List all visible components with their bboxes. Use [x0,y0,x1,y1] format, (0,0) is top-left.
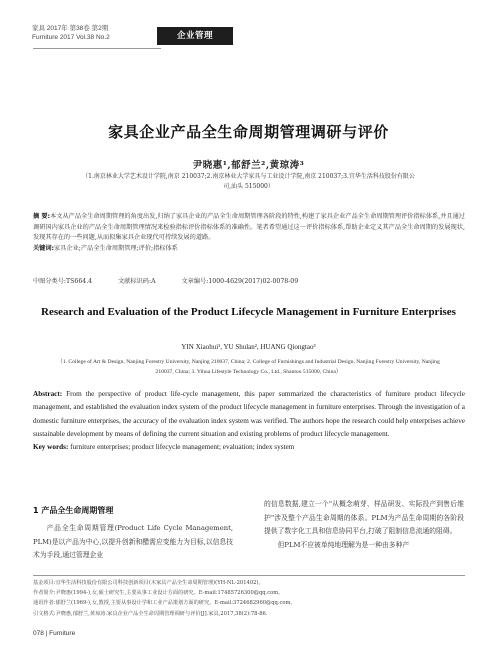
affiliation-cn: （1.南京林业大学艺术设计学院,南京 210037;2.南京林业大学家具与工业设计学院,南京 210037;3.宜华生活科技股份有限公司,汕头 515000） [82,173,415,190]
journal-header-cn: 家具 2017年 第38卷 第2期 [32,25,109,32]
classification-line [33,276,465,285]
affiliation-en: （1. College of Art & Design, Nanjing Forestry University, Nanjing 210037, China; 2. College of Furnishings and Industrial Design, Nanjing Forestry University, Nanjing 210037, China; 3. Yihua Lifestyle Technology Co., Ltd., Shantou 515000, China） [57,359,440,375]
authors-en: YIN Xiaohui¹, YU Shulan², HUANG Qiongtao³ [181,343,316,351]
page-footer: 078 | Furniture [33,630,76,637]
footnote-citation: 引文格式:尹晓惠,郁舒兰,黄琼涛.家具企业产品全生命周期管理调研与评价[J].家具,2017,38(2):78-86. [33,610,268,617]
paper-title-cn: 家具企业产品全生命周期管理调研与评价 [108,123,389,141]
page-number: 078 [33,630,44,637]
clc-number: 中图分类号:TS664.4 [33,278,93,285]
abstract-en-label: Abstract: [33,390,63,398]
keywords-cn-text: 家具企业;产品全生命周期管理;评价;指标体系 [54,244,178,252]
section-heading: 1 产品全生命周期管理 [33,506,114,515]
keywords-en-label: Key words: [33,443,69,452]
footnotes [33,578,465,619]
paper-title-en: Research and Evaluation of the Product Lifecycle Management in Furniture Enterprises [41,306,456,318]
body-right-column [264,498,464,552]
footnote-corresponding: 通讯作者:郁舒兰(1969-),女,教授,主要从事设计学和工业产品策划方面的研究。E-mail:3724682960@qq.com。 [33,600,296,607]
authors-cn: 尹晓惠¹,郁舒兰²,黄琼涛³ [192,160,305,171]
keywords-cn-label: 关键词: [33,244,55,252]
keywords-en-text: furniture enterprises; product lifecycle management; evaluation; index system [70,443,295,452]
abstract-en-text: From the perspective of product life-cycle management, this paper summarized the characteristics of furniture product lifecycle management, and established the evaluation index system of the product lifecycle management in furniture enterprises. Through the investigation of a domestic furniture enterprises, the accuracy of the evaluation index system was verified. The authors hope the research could help enterprises achieve sustainable development by means of defining the current situation and existing problems of product lifecycle management. [33,390,465,438]
footnote-author: 作者简介:尹晓惠(1994-),女,硕士研究生,主要从事工业设计方面的研究。E-mail:174857263​00@qq.com。 [33,590,284,597]
abstract-cn-label: 摘 要: [33,213,51,220]
abstract-cn [33,212,465,254]
section-tag: 企业管理 [157,27,233,45]
footnote-funding: 基金项目:宜华生活科技股份有限公司科技创新项目(木家具产品全生命周期管理)(YH-NL-201402)。 [33,580,264,586]
abstract-cn-text: 本文从产品全生命周期管理的角度出发,归纳了家具企业的产品全生命周期管理各阶段的特性,构建了家具企业产品全生命周期管理评价指标体系,并且通过调研国内家具企业的产品全生命周期管理情况来检验指标评价指标体系的准确性。笔者希望通过这一评价指标体系,帮助企业定义其产品全生命周期的发展现状,发现其存在的一些问题,从而拟集家具企业现代可持续发展的道路。 [33,213,465,241]
footer-journal: Furniture [49,630,76,637]
journal-header-en: Furniture 2017 Vol.38 No.2 [32,34,110,41]
body-left-column: 产品全生命周期管理(Product Life Cycle Management, PLM)是以产品为中心,以提升创新和醋需应变能力为目标,以信息技术为手段,通过管理企业 [33,524,233,559]
document-code: 文献标识码:A [118,278,156,285]
body-paragraph: 但PLM不应被单纯地理解为是一种由多种产 [277,540,410,549]
header-rule [33,48,161,49]
article-number: 文章编号:1000-4629(2017)02-0078-09 [181,278,299,285]
footnote-rule [33,575,465,576]
body-paragraph: 的信息数据,建立一个"从概念萌芽、样品研发、实际投产到售后维护"涉及整个产品生命周期的体系。PLM为产品生命周期的各阶段提供了数字化工具和信息协同平台,打破了阻制信息流通的阻碍。 [264,500,464,535]
abstract-en [33,388,465,454]
journal-header [32,24,110,42]
